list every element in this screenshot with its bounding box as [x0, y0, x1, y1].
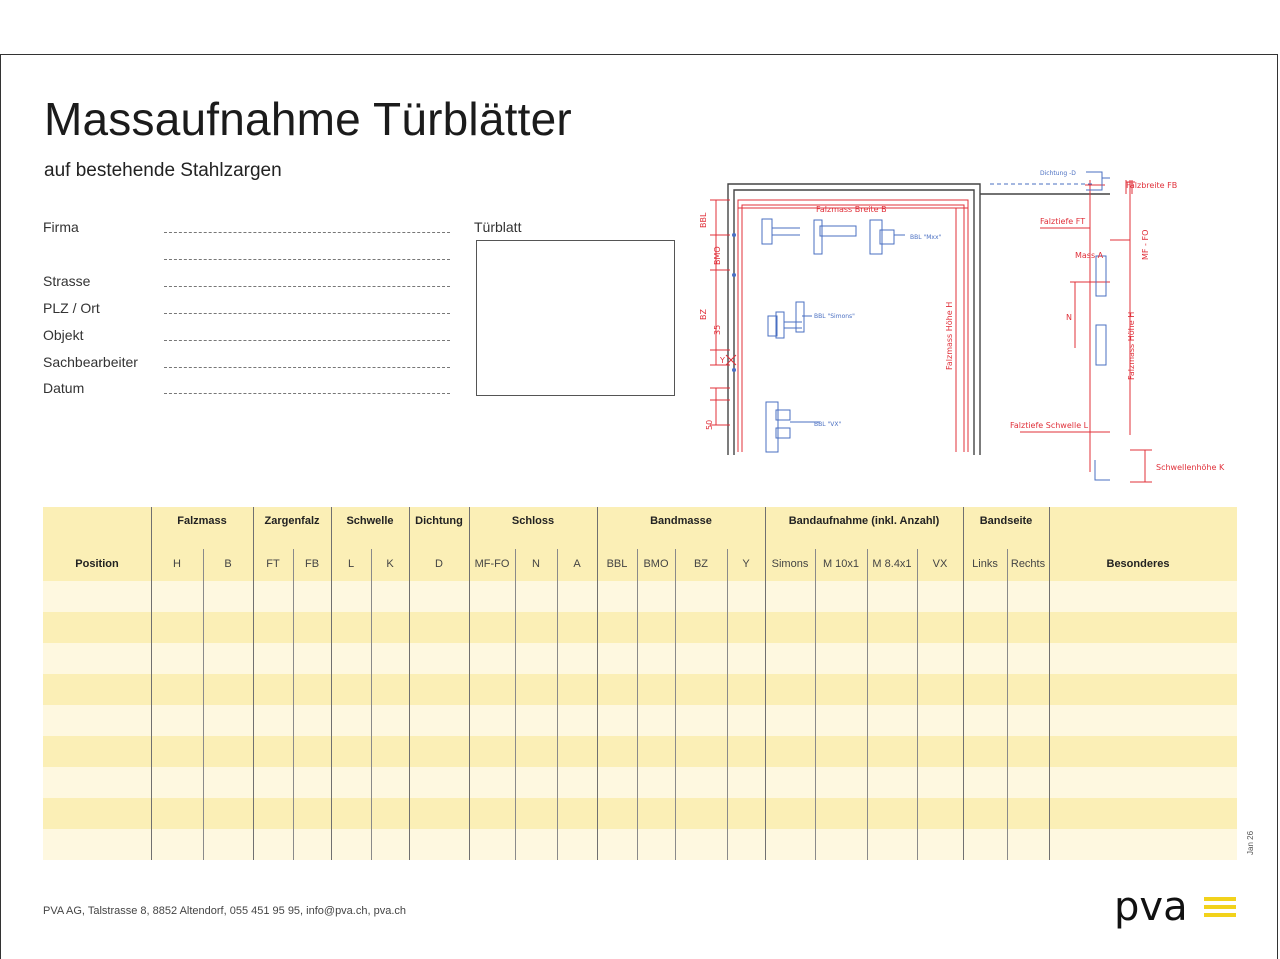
label-bbl-mxx: BBL "Mxx": [910, 234, 942, 241]
column-header: N: [532, 558, 540, 570]
table-row[interactable]: [43, 581, 1237, 612]
column-divider: [203, 549, 204, 860]
logo-bar-1: [1204, 897, 1236, 901]
column-divider: [637, 549, 638, 860]
label-mass-a: Mass A: [1075, 251, 1104, 260]
table-row[interactable]: [43, 612, 1237, 643]
column-header: L: [347, 558, 355, 570]
page-title: Massaufnahme Türblätter: [44, 93, 572, 145]
column-divider: [515, 549, 516, 860]
door-frame-drawing: [690, 160, 1250, 490]
group-header: Dichtung: [415, 515, 463, 527]
column-divider: [557, 549, 558, 860]
column-header: A: [573, 558, 581, 570]
group-header: Zargenfalz: [264, 515, 320, 527]
label-bz: BZ: [699, 309, 708, 320]
table-row[interactable]: [43, 674, 1237, 705]
table-row[interactable]: [43, 767, 1237, 798]
column-divider: [867, 549, 868, 860]
tuerblatt-sketch-box[interactable]: [476, 240, 675, 396]
column-header: M 10x1: [822, 558, 860, 570]
column-header: MF-FO: [474, 558, 510, 570]
label-bbl-simons: BBL "Simons": [814, 313, 855, 320]
field-line-datum[interactable]: [164, 393, 450, 394]
field-label-objekt: Objekt: [43, 327, 84, 343]
column-header: Rechts: [1010, 558, 1046, 570]
column-header: Y: [742, 558, 750, 570]
group-header: Schloss: [511, 515, 555, 527]
field-line-firma[interactable]: [164, 232, 450, 233]
group-header: Bandmasse: [650, 515, 712, 527]
column-header: Besonderes: [1106, 558, 1170, 570]
label-n: N: [1066, 313, 1072, 322]
column-header: BMO: [643, 558, 669, 570]
column-header: Links: [972, 558, 998, 570]
field-label-datum: Datum: [43, 380, 85, 396]
column-divider: [727, 549, 728, 860]
label-falzmass-hoehe-2: Falzmass Höhe H: [1127, 311, 1136, 380]
table-row[interactable]: [43, 798, 1237, 829]
table-row[interactable]: [43, 705, 1237, 736]
label-bmo: BMO: [713, 246, 722, 265]
logo-bar-2: [1204, 905, 1236, 909]
column-header: K: [386, 558, 394, 570]
label-falztiefe-schwelle: Falztiefe Schwelle L: [1010, 421, 1089, 430]
footer-address: PVA AG, Talstrasse 8, 8852 Altendorf, 055 451 95 95, info@pva.ch, pva.ch: [43, 905, 406, 917]
table-row[interactable]: [43, 829, 1237, 860]
column-header: Simons: [771, 558, 809, 570]
column-header: FT: [266, 558, 280, 570]
column-header: B: [224, 558, 232, 570]
column-divider: [917, 549, 918, 860]
label-y: Y: [720, 356, 725, 365]
label-35: 35: [713, 324, 722, 335]
label-bbl-vx: BBL "VX": [814, 421, 842, 428]
label-50: 50: [705, 419, 714, 430]
label-falzbreite: Falzbreite FB: [1126, 181, 1178, 190]
group-header: Falzmass: [177, 515, 227, 527]
label-schwellenhoehe: Schwellenhöhe K: [1156, 463, 1225, 472]
label-falzmass-hoehe: Falzmass Höhe H: [945, 301, 954, 370]
label-bbl: BBL: [699, 212, 708, 228]
field-label-sachbearbeiter: Sachbearbeiter: [43, 354, 138, 370]
group-header: Bandaufnahme (inkl. Anzahl): [788, 515, 940, 527]
pva-logo: [1114, 884, 1238, 930]
field-line-plz-ort[interactable]: [164, 313, 450, 314]
label-falztiefe: Falztiefe FT: [1040, 217, 1086, 226]
field-line-strasse[interactable]: [164, 286, 450, 287]
group-header: Schwelle: [346, 515, 394, 527]
column-header: FB: [304, 558, 320, 570]
group-header: Bandseite: [979, 515, 1033, 527]
measurement-table: [43, 507, 1237, 859]
logo-bar-3: [1204, 913, 1236, 917]
field-label-plz-ort: PLZ / Ort: [43, 300, 100, 316]
label-dichtung: Dichtung -D: [1040, 170, 1076, 177]
field-label-firma: Firma: [43, 219, 79, 235]
column-divider: [675, 549, 676, 860]
column-header: H: [173, 558, 181, 570]
column-divider: [293, 549, 294, 860]
field-line-objekt[interactable]: [164, 340, 450, 341]
logo-text: pva: [1114, 884, 1188, 930]
field-line-sachbearbeiter[interactable]: [164, 367, 450, 368]
column-header: Position: [75, 558, 119, 570]
column-divider: [371, 549, 372, 860]
label-mf-fo: MF - FO: [1141, 229, 1150, 260]
field-line-firma-2[interactable]: [164, 259, 450, 260]
field-label-strasse: Strasse: [43, 273, 91, 289]
column-header: M 8.4x1: [872, 558, 912, 570]
tuerblatt-label: Türblatt: [474, 219, 522, 235]
table-row[interactable]: [43, 643, 1237, 674]
column-header: BZ: [693, 558, 709, 570]
column-header: BBL: [606, 558, 628, 570]
label-falzmass-breite: Falzmass Breite B: [816, 205, 887, 214]
column-header: D: [435, 558, 443, 570]
table-row[interactable]: [43, 736, 1237, 767]
column-divider: [815, 549, 816, 860]
page-subtitle: auf bestehende Stahlzargen: [44, 160, 282, 181]
revision-date: Jan 26: [1246, 830, 1255, 855]
column-divider: [1007, 549, 1008, 860]
column-header: VX: [932, 558, 948, 570]
